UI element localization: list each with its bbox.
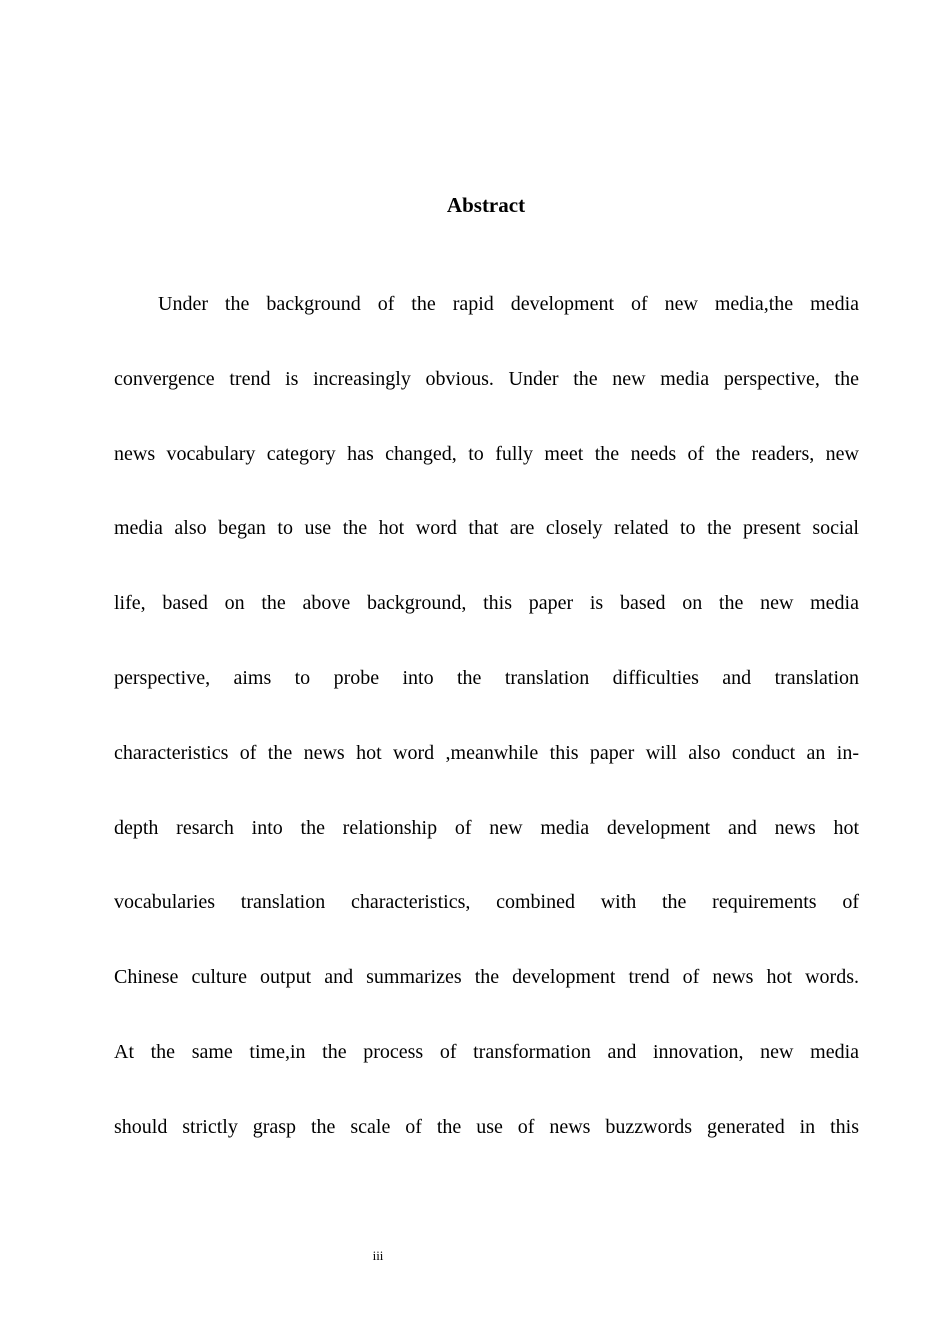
abstract-body (114, 267, 859, 1165)
abstract-heading: Abstract (446, 193, 526, 217)
abstract-line: media also began to use the hot word that are closely related to the present social (114, 517, 859, 540)
abstract-line: depth resarch into the relationship of new media development and news hot (114, 816, 859, 839)
abstract-line: Chinese culture output and summarizes the development trend of news hot words. (114, 966, 859, 989)
abstract-line: characteristics of the news hot word ,meanwhile this paper will also conduct an in- (114, 741, 859, 764)
abstract-line: vocabularies translation characteristics, combined with the requirements of (114, 891, 859, 914)
abstract-line: should strictly grasp the scale of the use of news buzzwords generated in this (114, 1115, 859, 1138)
abstract-line: convergence trend is increasingly obvious. Under the new media perspective, the (114, 367, 859, 390)
abstract-line: At the same time,in the process of transformation and innovation, new media (114, 1040, 859, 1063)
abstract-line: Under the background of the rapid development of new media,the media (158, 293, 859, 315)
abstract-line: life, based on the above background, this paper is based on the new media (114, 592, 859, 615)
abstract-line: news vocabulary category has changed, to fully meet the needs of the readers, new (114, 442, 859, 465)
abstract-line: perspective, aims to probe into the translation difficulties and translation (114, 666, 859, 689)
page-number: iii (372, 1248, 384, 1263)
